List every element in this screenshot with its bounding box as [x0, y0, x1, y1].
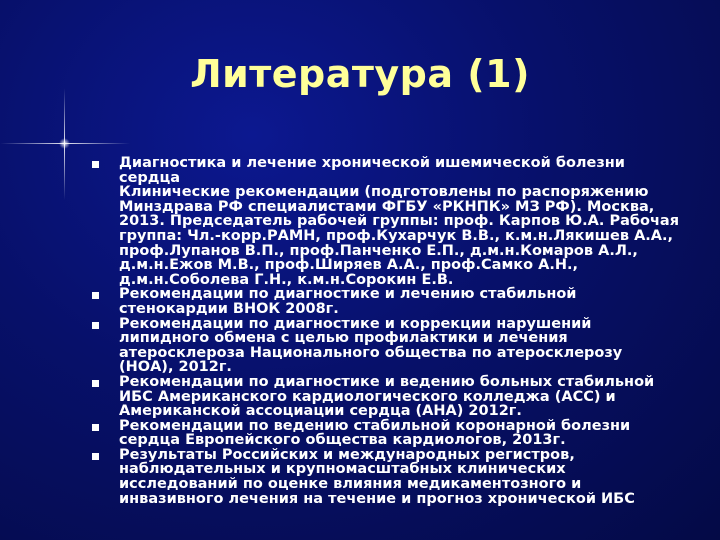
- square-bullet-icon: [92, 380, 99, 387]
- list-item-text: Рекомендации по диагностике и лечению стабильной стенокардии ВНОК 2008г.: [119, 286, 577, 317]
- list-item-text: Результаты Российских и международных регистров, наблюдательных и крупномасштабных клинических исследований по оценке влияния медикаментозного и инвазивного лечения на течение и прогноз хронической ИБС: [119, 446, 635, 507]
- list-item: [92, 448, 696, 506]
- list-item: [92, 317, 696, 375]
- list-item-text: Рекомендации по ведению стабильной коронарной болезни сердца Европейского общества кардиологов, 2013г.: [119, 417, 631, 449]
- slide-title: Литература (1): [190, 52, 530, 96]
- list-item-text: Рекомендации по диагностике и ведению больных стабильной ИБС Американского кардиологического колледжа (АСС) и Американской ассоциации сердца (АНА) 2012г.: [119, 373, 655, 420]
- list-item: [92, 156, 696, 287]
- list-item: [92, 419, 696, 448]
- square-bullet-icon: [92, 161, 99, 168]
- list-item-text: Рекомендации по диагностике и коррекции нарушений липидного обмена с целью профилактики и лечения атеросклероза Национального общества по атеросклерозу (НОА), 2012г.: [119, 315, 623, 376]
- square-bullet-icon: [92, 453, 99, 460]
- list-item-text: Диагностика и лечение хронической ишемической болезни сердца Клинические рекомендации (подготовлены по распоряжению Минздрава РФ специалистами ФГБУ «РКНПК» МЗ РФ). Москва, 2013. Председатель рабочей группы: проф. Карпов Ю.А. Рабочая группа: Чл.-корр.РАМН, проф.Кухарчук В.В., к.м.н.Лякишев А.А., проф.Лупанов В.П., проф.Панченко Е.П., д.м.н.Комаров А.Л., д.м.н.Ежов М.В., проф.Ширяев А.А., проф.Самко А.Н., д.м.н.Соболева Г.Н., к.м.н.Сорокин Е.В.: [119, 155, 679, 288]
- list-item: [92, 375, 696, 419]
- bullet-list: [92, 156, 696, 506]
- square-bullet-icon: [92, 424, 99, 431]
- sparkle-icon: [59, 138, 70, 149]
- square-bullet-icon: [92, 322, 99, 329]
- square-bullet-icon: [92, 292, 99, 299]
- list-item: [92, 287, 696, 316]
